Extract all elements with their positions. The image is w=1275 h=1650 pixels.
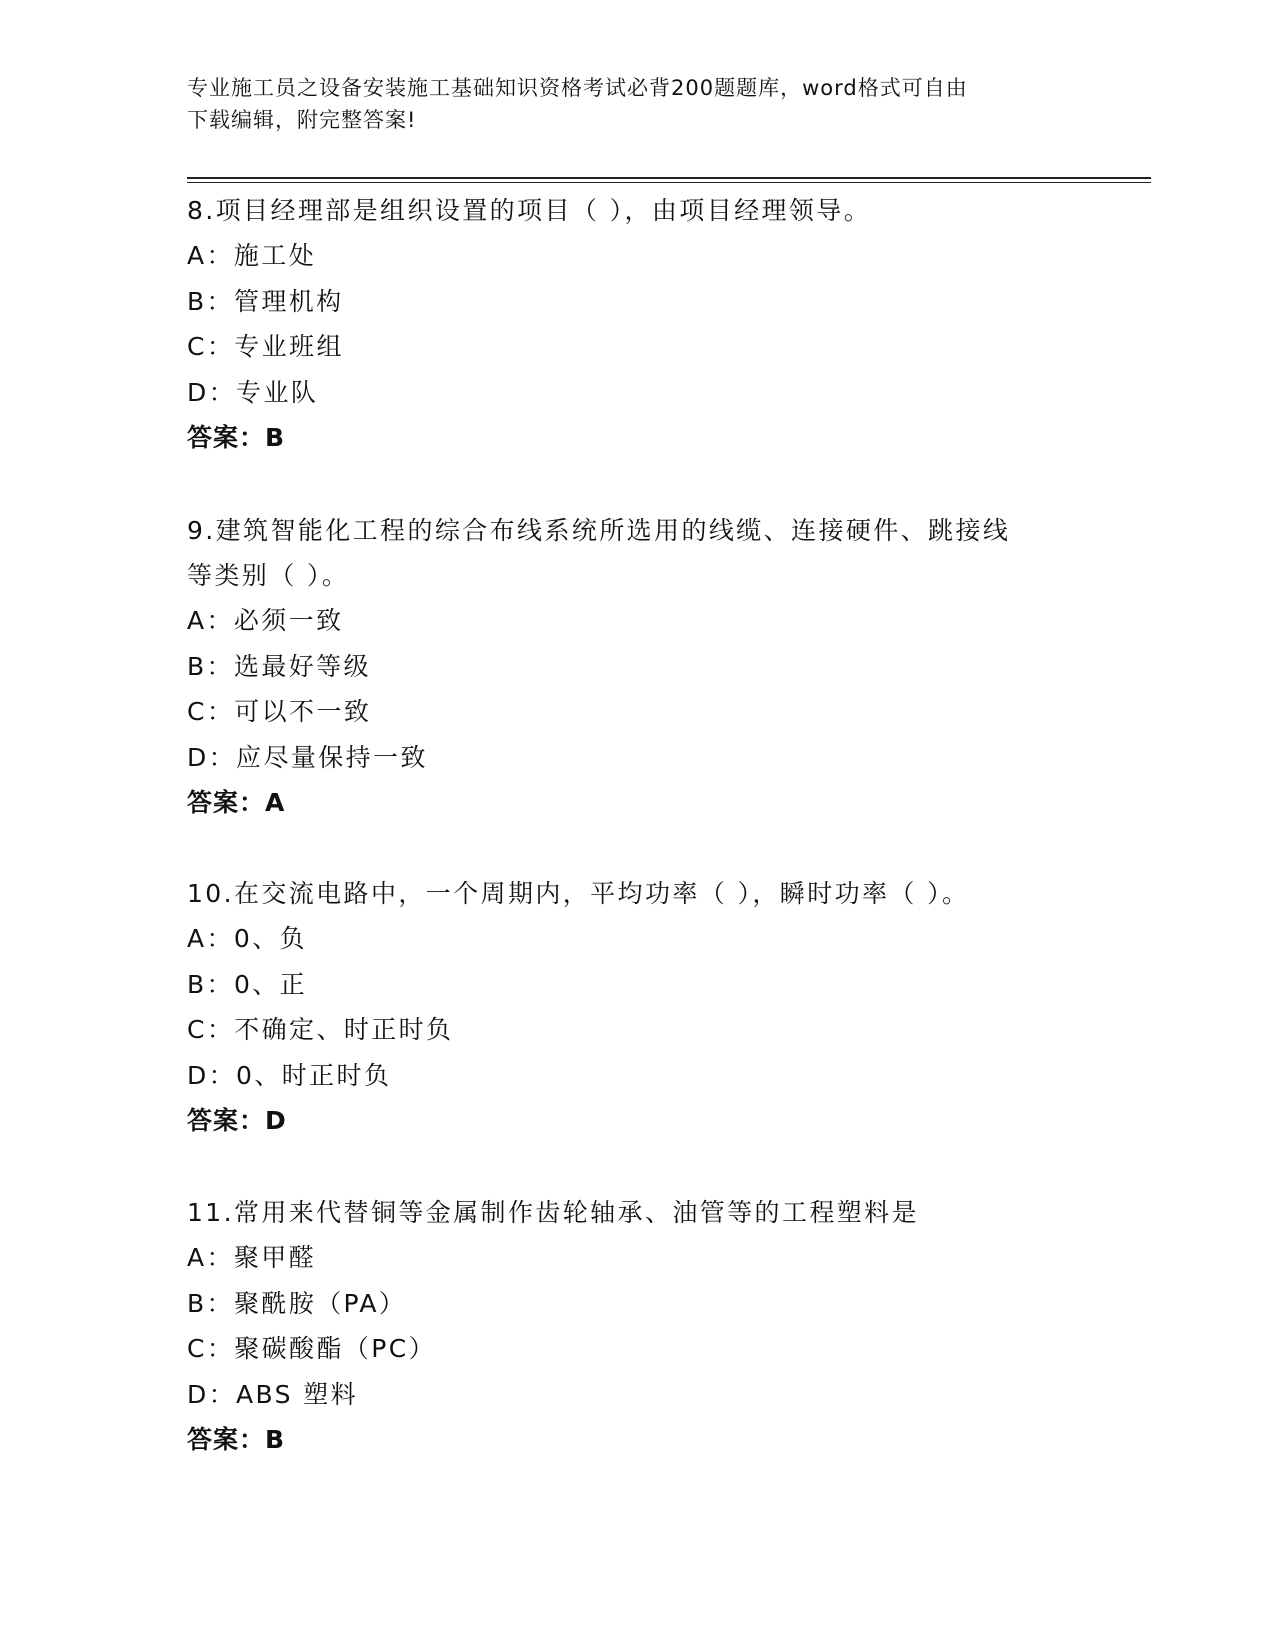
answer: 答案：A <box>187 788 286 817</box>
question-9 <box>187 508 1087 826</box>
header-line-2: 下载编辑，附完整答案! <box>187 108 417 132</box>
option-c: C：可以不一致 <box>187 697 372 726</box>
option-d: D：ABS 塑料 <box>187 1379 359 1409</box>
option-a: A：聚甲醛 <box>187 1243 317 1272</box>
option-d: D：专业队 <box>187 377 319 407</box>
answer: 答案：D <box>187 1106 287 1135</box>
option-b: B：管理机构 <box>187 286 344 316</box>
question-11 <box>187 1190 1087 1463</box>
option-d: D：应尽量保持一致 <box>187 742 428 772</box>
header-divider-thick <box>187 177 1151 179</box>
question-8 <box>187 188 1087 461</box>
option-a: A：必须一致 <box>187 606 344 635</box>
header-divider-thin <box>187 182 1151 183</box>
option-d: D：0、时正时负 <box>187 1060 392 1090</box>
option-c: C：专业班组 <box>187 332 344 361</box>
answer: 答案：B <box>187 1425 286 1454</box>
option-a: A：施工处 <box>187 241 317 270</box>
header-line-1: 专业施工员之设备安装施工基础知识资格考试必背200题题库，word格式可自由 <box>187 76 968 100</box>
option-b: B：聚酰胺（PA） <box>187 1288 407 1318</box>
question-stem: 10.在交流电路中，一个周期内，平均功率（ ），瞬时功率（ ）。 <box>187 879 970 908</box>
question-stem: 11.常用来代替铜等金属制作齿轮轴承、油管等的工程塑料是 <box>187 1198 919 1227</box>
answer: 答案：B <box>187 423 286 452</box>
option-c: C：聚碳酸酯（PC） <box>187 1334 436 1363</box>
question-stem-continued: 等类别（ ）。 <box>187 561 350 590</box>
option-b: B：选最好等级 <box>187 651 371 681</box>
document-header <box>187 72 1087 136</box>
question-10 <box>187 871 1087 1144</box>
option-a: A：0、负 <box>187 924 308 953</box>
option-c: C：不确定、时正时负 <box>187 1015 454 1044</box>
question-stem: 9.建筑智能化工程的综合布线系统所选用的线缆、连接硬件、跳接线 <box>187 516 1011 545</box>
option-b: B：0、正 <box>187 969 308 999</box>
question-stem: 8.项目经理部是组织设置的项目（ ），由项目经理领导。 <box>187 196 872 225</box>
